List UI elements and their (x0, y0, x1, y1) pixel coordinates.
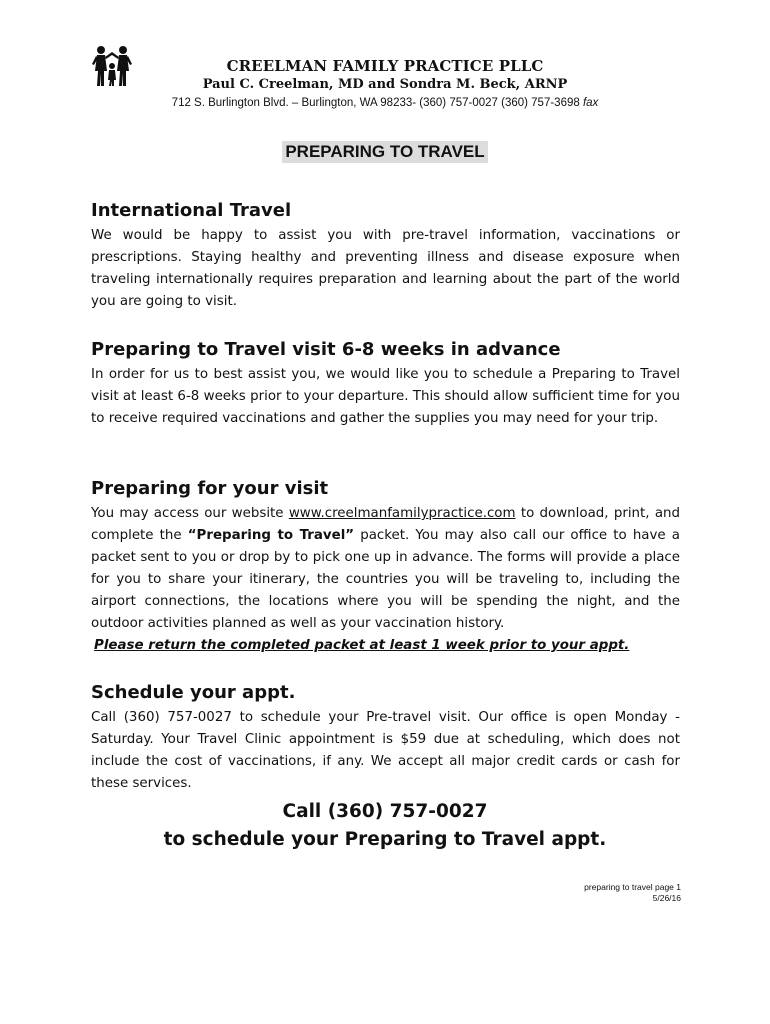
section-advance-visit (91, 339, 680, 430)
section-preparing-visit (91, 478, 680, 657)
body-text: to download, print, and complete the (91, 506, 681, 543)
website-link[interactable]: www.creelmanfamilypractice.com (288, 506, 516, 521)
section-heading: International Travel (91, 200, 292, 221)
section-body (91, 503, 680, 635)
providers-line: Paul C. Creelman, MD and Sondra M. Beck, ARNP (202, 77, 568, 92)
section-heading: Preparing for your visit (91, 478, 329, 499)
address-phone: 712 S. Burlington Blvd. – Burlington, WA 98233- (360) 757-0027 (360) 757-3698 (171, 97, 580, 109)
fax-label: fax (582, 97, 599, 109)
call-phone-heading: Call (360) 757-0027 (282, 801, 488, 822)
schedule-appt-heading: to schedule your Preparing to Travel appt. (163, 829, 607, 850)
section-body: Call (360) 757-0027 to schedule your Pre-travel visit. Our office is open Monday - Saturday. Your Travel Clinic appointment is $59 due at scheduling, which does not include the cost of vaccinations, if any. We accept all major credit cards or cash for these services. (91, 710, 680, 791)
section-body: We would be happy to assist you with pre-travel information, vaccinations or prescriptions. Staying healthy and preventing illness and disease exposure when traveling internationally requires preparation and learning about the part of the world you are going to visit. (91, 228, 680, 309)
section-international-travel (91, 200, 680, 313)
section-heading: Preparing to Travel visit 6-8 weeks in advance (91, 339, 561, 360)
return-packet-note: Please return the completed packet at least 1 week prior to your appt. (94, 638, 630, 653)
title-wrap (0, 141, 770, 163)
section-body: In order for us to best assist you, we would like you to schedule a Preparing to Travel visit at least 6-8 weeks prior to your departure. This should allow sufficient time for you to receive required vaccinations and gather the supplies you may need for your trip. (91, 367, 680, 426)
page-title: PREPARING TO TRAVEL (282, 141, 487, 163)
footer-date: 5/26/16 (652, 893, 681, 903)
packet-name: “Preparing to Travel” (187, 528, 355, 543)
body-text: You may access our website (91, 506, 289, 521)
footer-page-label: preparing to travel page 1 (584, 882, 681, 892)
body-text: packet. You may also call our office to have a packet sent to you or drop by to pick one up in advance. The forms will provide a place for you to share your itinerary, the countries you will be traveling to, including the airport connections, the locations where you will be spending the night, and the outdoor activities planned as well as your vaccination history. (91, 528, 680, 631)
page-footer (584, 882, 681, 904)
address-line (100, 97, 670, 109)
section-schedule (91, 682, 680, 795)
practice-name: CREELMAN FAMILY PRACTICE PLLC (226, 57, 544, 75)
section-heading: Schedule your appt. (91, 682, 296, 703)
